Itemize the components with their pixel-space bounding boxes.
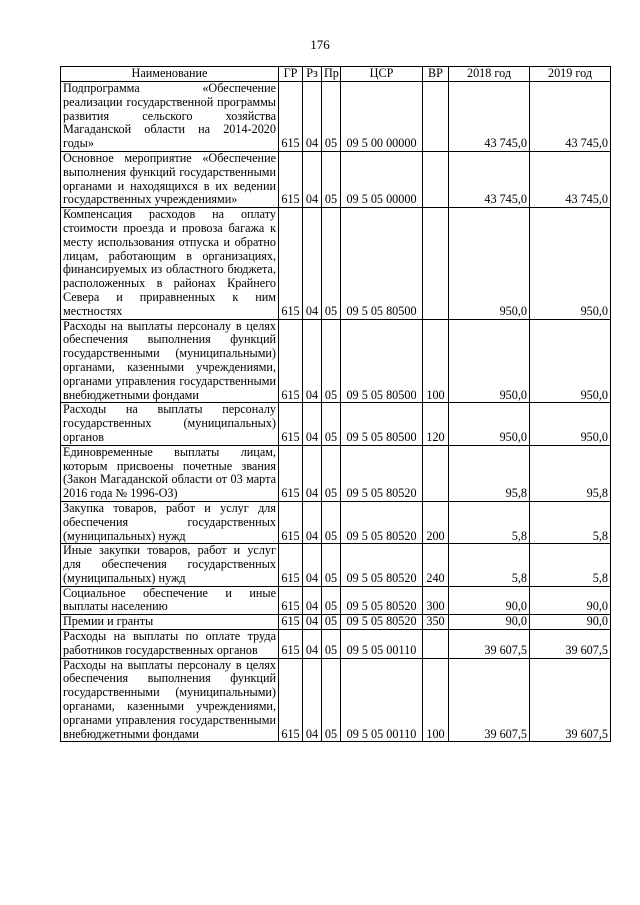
row-2019: 90,0 [530, 615, 611, 630]
row-vr: 100 [423, 658, 449, 742]
row-csr: 09 5 05 80520 [341, 586, 423, 615]
row-name: Расходы на выплаты персоналу государственных (муниципальных) органов [61, 403, 279, 445]
row-vr [423, 208, 449, 319]
row-rz: 04 [303, 151, 322, 207]
row-pr: 05 [322, 319, 341, 403]
row-name: Единовременные выплаты лицам, которым присвоены почетные звания (Закон Магаданской области от 03 марта 2016 года № 1996-ОЗ) [61, 445, 279, 501]
row-pr: 05 [322, 501, 341, 543]
row-csr: 09 5 05 80520 [341, 615, 423, 630]
row-gr: 615 [279, 445, 303, 501]
row-2018: 5,8 [449, 501, 530, 543]
row-csr: 09 5 05 00110 [341, 658, 423, 742]
row-2018: 950,0 [449, 208, 530, 319]
row-name: Социальное обеспечение и иные выплаты населению [61, 586, 279, 615]
row-name: Компенсация расходов на оплату стоимости проезда и провоза багажа к месту использования отпуска и обратно лицам, работающим в организациях, финансируемых из областного бюджета, расположенных в районах Крайнего Севера и приравненных к ним местностях [61, 208, 279, 319]
row-vr [423, 630, 449, 659]
row-rz: 04 [303, 403, 322, 445]
row-pr: 05 [322, 82, 341, 152]
row-rz: 04 [303, 82, 322, 152]
row-2019: 43 745,0 [530, 151, 611, 207]
row-pr: 05 [322, 151, 341, 207]
row-pr: 05 [322, 658, 341, 742]
row-rz: 04 [303, 630, 322, 659]
row-csr: 09 5 05 80500 [341, 208, 423, 319]
row-pr: 05 [322, 403, 341, 445]
row-2018: 39 607,5 [449, 630, 530, 659]
header-pr: Пр [322, 67, 341, 82]
table-row [61, 403, 611, 445]
table-row [61, 208, 611, 319]
row-vr: 300 [423, 586, 449, 615]
row-rz: 04 [303, 658, 322, 742]
header-2019: 2019 год [530, 67, 611, 82]
row-pr: 05 [322, 586, 341, 615]
row-2018: 5,8 [449, 544, 530, 586]
row-gr: 615 [279, 630, 303, 659]
row-gr: 615 [279, 544, 303, 586]
row-name: Расходы на выплаты персоналу в целях обеспечения выполнения функций государственными (муниципальными) органами, казенными учреждениями, органами управления государственными внебюджетными фондами [61, 319, 279, 403]
row-name: Расходы на выплаты персоналу в целях обеспечения выполнения функций государственными (муниципальными) органами, казенными учреждениями, органами управления государственными внебюджетными фондами [61, 658, 279, 742]
table-row [61, 630, 611, 659]
row-gr: 615 [279, 82, 303, 152]
row-vr [423, 82, 449, 152]
row-rz: 04 [303, 319, 322, 403]
row-gr: 615 [279, 208, 303, 319]
row-vr: 240 [423, 544, 449, 586]
row-rz: 04 [303, 208, 322, 319]
row-pr: 05 [322, 544, 341, 586]
row-name: Закупка товаров, работ и услуг для обеспечения государственных (муниципальных) нужд [61, 501, 279, 543]
table-row [61, 501, 611, 543]
row-csr: 09 5 00 00000 [341, 82, 423, 152]
header-gr: ГР [279, 67, 303, 82]
row-csr: 09 5 05 80520 [341, 501, 423, 543]
table-row [61, 319, 611, 403]
row-2018: 950,0 [449, 319, 530, 403]
row-csr: 09 5 05 80500 [341, 403, 423, 445]
row-2019: 90,0 [530, 586, 611, 615]
row-2018: 43 745,0 [449, 151, 530, 207]
row-gr: 615 [279, 319, 303, 403]
row-pr: 05 [322, 208, 341, 319]
header-2018: 2018 год [449, 67, 530, 82]
row-2019: 39 607,5 [530, 630, 611, 659]
table-row [61, 615, 611, 630]
header-csr: ЦСР [341, 67, 423, 82]
row-2018: 90,0 [449, 615, 530, 630]
row-name: Подпрограмма «Обеспечение реализации государственной программы развития сельского хозяйства Магаданской области на 2014-2020 годы» [61, 82, 279, 152]
row-2018: 95,8 [449, 445, 530, 501]
row-vr: 200 [423, 501, 449, 543]
row-rz: 04 [303, 544, 322, 586]
row-gr: 615 [279, 501, 303, 543]
table-row [61, 151, 611, 207]
row-pr: 05 [322, 615, 341, 630]
row-rz: 04 [303, 501, 322, 543]
table-row [61, 82, 611, 152]
row-2018: 950,0 [449, 403, 530, 445]
row-2019: 5,8 [530, 544, 611, 586]
row-gr: 615 [279, 403, 303, 445]
row-gr: 615 [279, 151, 303, 207]
row-2018: 39 607,5 [449, 658, 530, 742]
row-vr: 100 [423, 319, 449, 403]
row-name: Основное мероприятие «Обеспечение выполнения функций государственными органами и находящихся в их ведении государственных учреждениями» [61, 151, 279, 207]
row-pr: 05 [322, 445, 341, 501]
row-rz: 04 [303, 586, 322, 615]
row-name: Иные закупки товаров, работ и услуг для обеспечения государственных (муниципальных) нужд [61, 544, 279, 586]
row-vr [423, 151, 449, 207]
row-gr: 615 [279, 586, 303, 615]
header-name: Наименование [61, 67, 279, 82]
row-name: Расходы на выплаты по оплате труда работников государственных органов [61, 630, 279, 659]
header-rz: Рз [303, 67, 322, 82]
page-number: 176 [310, 37, 330, 52]
header-vr: ВР [423, 67, 449, 82]
row-name: Премии и гранты [61, 615, 279, 630]
row-2019: 950,0 [530, 319, 611, 403]
table-row [61, 658, 611, 742]
table-row [61, 586, 611, 615]
row-gr: 615 [279, 658, 303, 742]
row-2018: 43 745,0 [449, 82, 530, 152]
table-row [61, 445, 611, 501]
row-rz: 04 [303, 445, 322, 501]
table-body [61, 82, 611, 742]
row-2019: 43 745,0 [530, 82, 611, 152]
table-row [61, 544, 611, 586]
row-2019: 39 607,5 [530, 658, 611, 742]
row-2019: 95,8 [530, 445, 611, 501]
row-csr: 09 5 05 80500 [341, 319, 423, 403]
row-vr: 350 [423, 615, 449, 630]
header-row [61, 67, 611, 82]
row-vr: 120 [423, 403, 449, 445]
row-csr: 09 5 05 80520 [341, 544, 423, 586]
row-2019: 950,0 [530, 403, 611, 445]
row-gr: 615 [279, 615, 303, 630]
row-rz: 04 [303, 615, 322, 630]
budget-table [60, 66, 611, 742]
row-2018: 90,0 [449, 586, 530, 615]
row-csr: 09 5 05 00000 [341, 151, 423, 207]
row-csr: 09 5 05 80520 [341, 445, 423, 501]
row-2019: 5,8 [530, 501, 611, 543]
row-2019: 950,0 [530, 208, 611, 319]
row-vr [423, 445, 449, 501]
row-pr: 05 [322, 630, 341, 659]
row-csr: 09 5 05 00110 [341, 630, 423, 659]
